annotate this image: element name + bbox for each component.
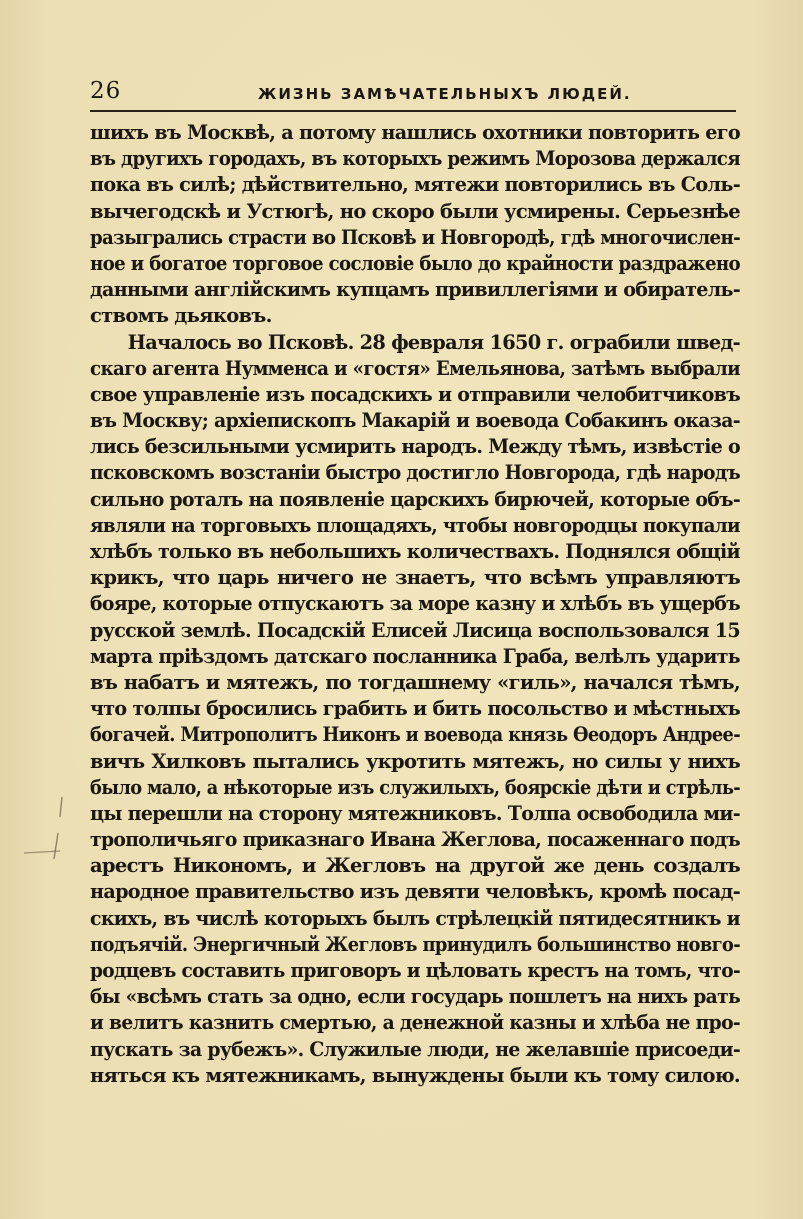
text-line: няться къ мятежникамъ, вынуждены были къ тому силою. bbox=[90, 1063, 740, 1087]
text-line: скаго агента Нумменса и «гостя» Емельянова, затѣмъ выбрали bbox=[90, 356, 741, 380]
text-line: Началось во Псковѣ. 28 февраля 1650 г. ограбили швед- bbox=[127, 330, 741, 354]
text-line: что толпы бросились грабить и бить посольство и мѣстныхъ bbox=[90, 697, 741, 721]
text-line: въ набатъ и мятежъ, по тогдашнему «гиль», начался тѣмъ, bbox=[90, 670, 740, 694]
text-line: трополичьяго приказнаго Ивана Жеглова, посаженнаго подъ bbox=[90, 828, 740, 852]
text-line: ное и богатое торговое сословіе было до крайности раздражено bbox=[90, 251, 740, 275]
text-line: цы перешли на сторону мятежниковъ. Толпа освободила ми- bbox=[90, 801, 740, 825]
text-line: скихъ, въ числѣ которыхъ былъ стрѣлецкій пятидесятникъ и bbox=[90, 906, 741, 930]
text-line: и велитъ казнить смертью, а денежной казны и хлѣба не про- bbox=[90, 1011, 740, 1035]
text-line: родцевъ составить приговоръ и цѣловать крестъ на томъ, что- bbox=[90, 959, 740, 982]
text-line: въ другихъ городахъ, въ которыхъ режимъ Морозова держался bbox=[90, 147, 741, 171]
text-line: разыгрались страсти во Псковѣ и Новгородѣ, гдѣ многочислен- bbox=[90, 225, 741, 249]
body-text bbox=[90, 120, 740, 1089]
text-line: пускать за рубежъ». Служилые люди, не желавшіе присоеди- bbox=[90, 1037, 741, 1061]
text-line: псковскомъ возстаніи быстро достигло Новгорода, гдѣ народъ bbox=[90, 461, 741, 485]
text-line: крикъ, что царь ничего не знаетъ, что всѣмъ управляютъ bbox=[90, 566, 740, 590]
text-line: данными англійскимъ купцамъ привиллегіями и обиратель- bbox=[90, 278, 740, 302]
page-number: 26 bbox=[90, 78, 122, 104]
text-line: лись безсильными усмирить народъ. Между тѣмъ, извѣстіе о bbox=[90, 435, 740, 459]
running-title: ЖИЗНЬ ЗАМѢЧАТЕЛЬНЫХЪ ЛЮДЕЙ. bbox=[258, 85, 632, 103]
margin-pencil-mark bbox=[20, 793, 70, 863]
text-line: вычегодскѣ и Устюгѣ, но скоро были усмирены. Серьезнѣе bbox=[90, 199, 740, 223]
text-line: русской землѣ. Посадскій Елисей Лисица воспользовался 15 bbox=[90, 618, 740, 642]
text-line: было мало, а нѣкоторые изъ служилыхъ, боярскіе дѣти и стрѣль- bbox=[90, 775, 740, 799]
header-rule bbox=[90, 110, 736, 112]
text-line: свое управленіе изъ посадскихъ и отправили челобитчиковъ bbox=[90, 382, 741, 406]
text-line: марта пріѣздомъ датскаго посланника Граба, велѣлъ ударить bbox=[90, 644, 740, 668]
text-line: бы «всѣмъ стать за одно, если государь пошлетъ на нихъ рать bbox=[90, 985, 740, 1009]
text-line: сильно роталъ на появленіе царскихъ бирючей, которые объ- bbox=[90, 487, 741, 511]
text-line: богачей. Митрополитъ Никонъ и воевода князь Ѳеодоръ Андрее- bbox=[90, 723, 740, 747]
text-line: бояре, которые отпускаютъ за море казну и хлѣбъ въ ущербъ bbox=[90, 592, 741, 616]
text-line: подъячій. Энергичный Жегловъ принудилъ большинство новго- bbox=[90, 932, 740, 956]
text-line: шихъ въ Москвѣ, а потому нашлись охотники повторить его bbox=[90, 121, 741, 144]
page-header bbox=[90, 78, 735, 112]
text-line: вичъ Хилковъ пытались укротить мятежъ, но силы у нихъ bbox=[90, 749, 740, 773]
text-line: въ Москву; архіепископъ Макарій и воевода Собакинъ оказа- bbox=[90, 409, 740, 433]
text-line: пока въ силѣ; дѣйствительно, мятежи повторились въ Соль- bbox=[90, 173, 740, 197]
text-line: ствомъ дьяковъ. bbox=[90, 304, 272, 328]
text-line: народное правительство изъ девяти человѣкъ, кромѣ посад- bbox=[90, 880, 741, 904]
text-line: являли на торговыхъ площадяхъ, чтобы новгородцы покупали bbox=[90, 513, 740, 537]
text-line: арестъ Никономъ, и Жегловъ на другой же день создалъ bbox=[90, 854, 740, 878]
text-line: хлѣбъ только въ небольшихъ количествахъ. Поднялся общій bbox=[90, 540, 740, 563]
